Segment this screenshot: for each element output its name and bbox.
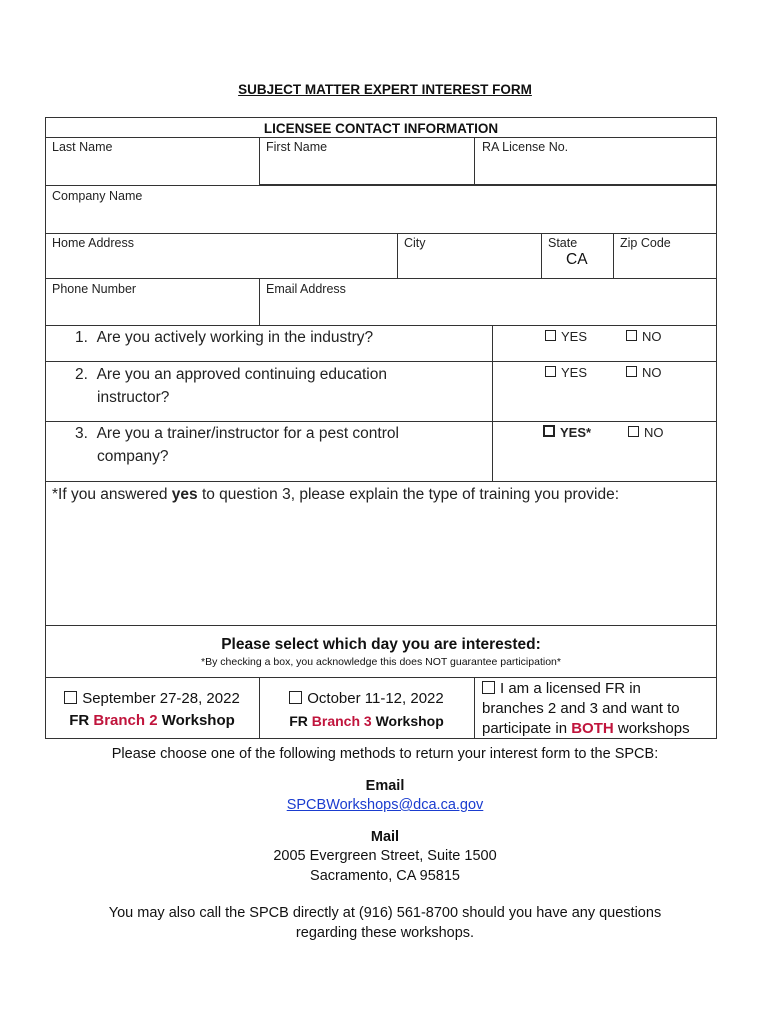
workshop-option-october[interactable]: October 11-12, 2022 FR Branch 3 Workshop — [289, 690, 444, 729]
workshop-option-september[interactable]: September 27-28, 2022 FR Branch 2 Workshop — [45, 688, 259, 732]
workshop-heading: Please select which day you are interested: — [221, 636, 541, 653]
explain-prompt: *If you answered yes to question 3, please explain the type of training you provide: — [52, 486, 620, 503]
last-name-field[interactable] — [46, 155, 258, 185]
section-header: LICENSEE CONTACT INFORMATION — [263, 121, 499, 136]
last-name-label: Last Name — [52, 140, 113, 154]
workshop-disclaimer: *By checking a box, you acknowledge this does NOT guarantee participation* — [201, 656, 561, 668]
first-name-label: First Name — [266, 140, 328, 154]
checkbox-icon — [289, 691, 302, 704]
question-1: 1. Are you actively working in the industry? — [75, 329, 374, 346]
mail-address-line2: Sacramento, CA 95815 — [310, 868, 460, 884]
checkbox-icon — [545, 330, 556, 341]
phone-note-line2: regarding these workshops. — [295, 925, 475, 941]
q2-yes-option[interactable]: YES — [545, 365, 587, 380]
company-name-field[interactable] — [46, 205, 716, 232]
email-heading: Email — [365, 778, 405, 794]
ra-license-label: RA License No. — [482, 140, 569, 154]
question-3: 3. Are you a trainer/instructor for a pest control company? — [75, 425, 399, 465]
workshop-option-both[interactable]: I am a licensed FR in branches 2 and 3 and want to participate in BOTH workshops — [482, 680, 690, 737]
q3-no-option[interactable]: NO — [628, 425, 664, 440]
email-link-wrap — [0, 797, 770, 813]
home-address-label: Home Address — [52, 236, 134, 250]
state-label: State — [548, 236, 578, 250]
phone-note-line1: You may also call the SPCB directly at (916) 561-8700 should you have any questions — [108, 905, 662, 921]
return-instructions: Please choose one of the following methods to return your interest form to the SPCB: — [111, 746, 659, 762]
q2-no-option[interactable]: NO — [626, 365, 662, 380]
phone-label: Phone Number — [52, 282, 137, 296]
email-link[interactable]: SPCBWorkshops@dca.ca.gov — [286, 797, 484, 813]
email-label: Email Address — [266, 282, 346, 296]
training-explanation-field[interactable] — [46, 510, 716, 624]
zip-code-label: Zip Code — [620, 236, 671, 250]
checkbox-icon — [628, 426, 639, 437]
question-2: 2. Are you an approved continuing education instructor? — [75, 366, 387, 406]
checkbox-icon — [626, 330, 637, 341]
form-title: SUBJECT MATTER EXPERT INTEREST FORM — [238, 82, 532, 97]
checkbox-icon — [482, 681, 495, 694]
company-name-label: Company Name — [52, 189, 143, 203]
state-value[interactable]: CA — [566, 251, 588, 268]
checkbox-icon — [64, 691, 77, 704]
q1-no-option[interactable]: NO — [626, 329, 662, 344]
checkbox-icon — [545, 366, 556, 377]
q1-yes-option[interactable]: YES — [545, 329, 587, 344]
checkbox-icon — [626, 366, 637, 377]
checkbox-icon — [543, 425, 555, 437]
city-label: City — [404, 236, 426, 250]
mail-address-line1: 2005 Evergreen Street, Suite 1500 — [273, 848, 497, 864]
q3-yes-option[interactable]: YES* — [543, 425, 591, 440]
mail-heading: Mail — [370, 829, 400, 845]
